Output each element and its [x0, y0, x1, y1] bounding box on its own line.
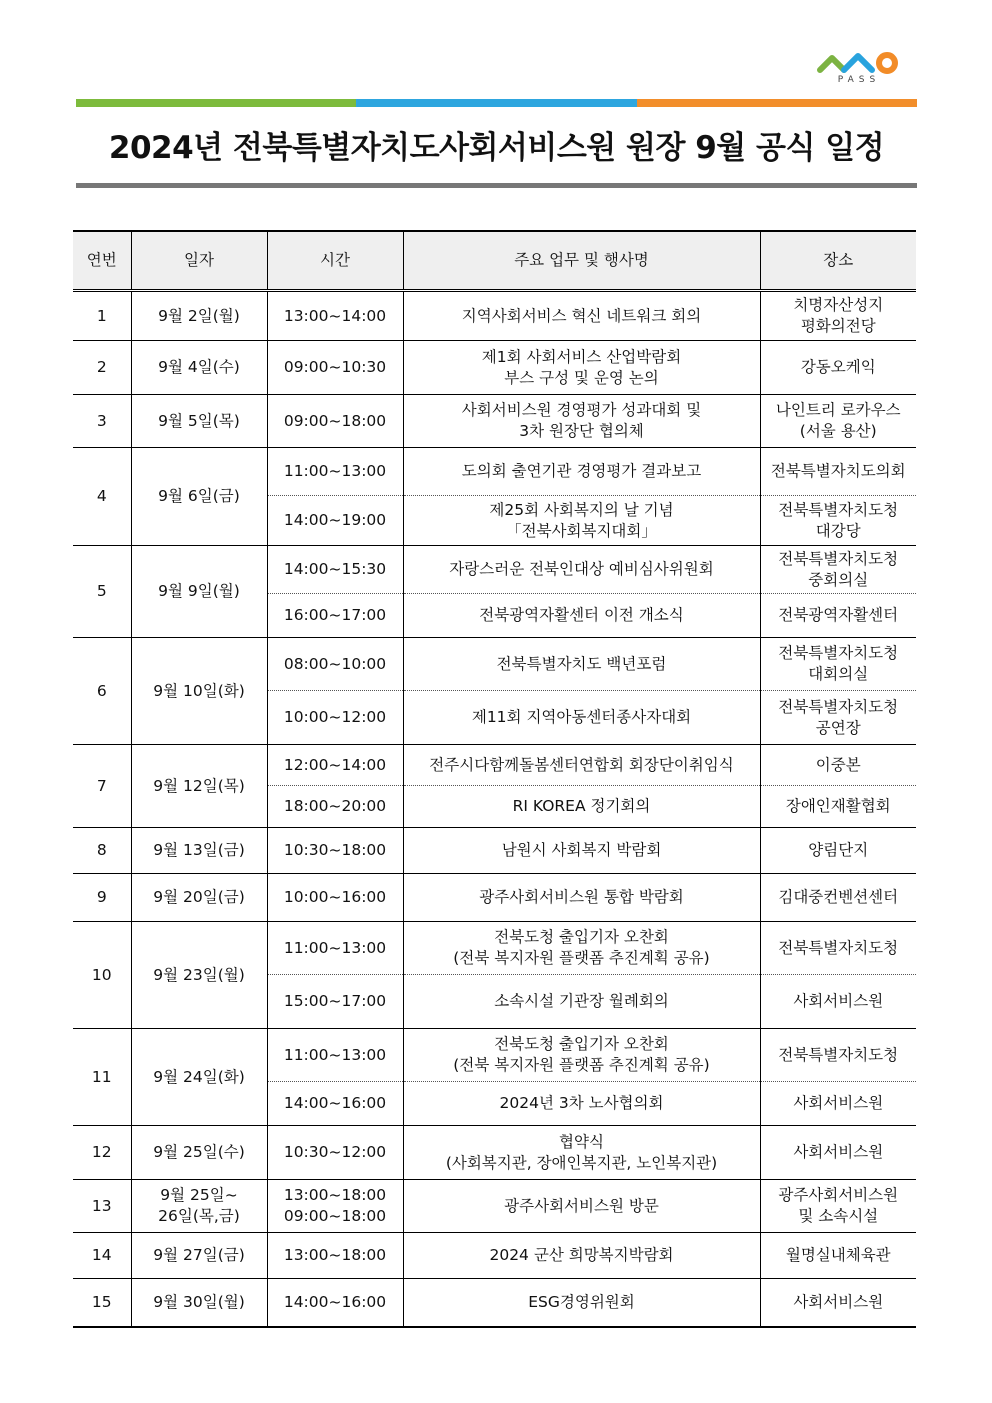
header-date: 일자	[131, 231, 267, 291]
row-time: 18:00~20:00	[267, 786, 403, 828]
row-no: 10	[73, 922, 131, 1029]
table-row	[73, 1180, 916, 1233]
row-place: 나인트리 로카우스 (서울 용산)	[760, 395, 916, 448]
row-event: 사회서비스원 경영평가 성과대회 및 3차 원장단 협의체	[403, 395, 760, 448]
row-no: 11	[73, 1029, 131, 1126]
row-time: 13:00~18:00 09:00~18:00	[267, 1180, 403, 1233]
row-place: 광주사회서비스원 및 소속시설	[760, 1180, 916, 1233]
row-no: 1	[73, 291, 131, 341]
row-place: 전북특별자치도청 대강당	[760, 496, 916, 546]
row-event: 소속시설 기관장 월례회의	[403, 975, 760, 1029]
table-row	[73, 395, 916, 448]
row-place: 월명실내체육관	[760, 1233, 916, 1279]
row-place: 전북특별자치도청	[760, 1029, 916, 1082]
table-row	[73, 448, 916, 496]
row-date: 9월 10일(화)	[131, 638, 267, 745]
header-no: 연번	[73, 231, 131, 291]
row-event: 전북광역자활센터 이전 개소식	[403, 594, 760, 638]
row-no: 14	[73, 1233, 131, 1279]
row-time: 10:30~18:00	[267, 828, 403, 874]
row-event: 제1회 사회서비스 산업박람회 부스 구성 및 운영 논의	[403, 341, 760, 395]
table-row	[73, 922, 916, 975]
logo-text: PASS	[837, 75, 881, 85]
row-time: 11:00~13:00	[267, 922, 403, 975]
row-time: 14:00~19:00	[267, 496, 403, 546]
row-time: 09:00~18:00	[267, 395, 403, 448]
row-event: 전주시다함께돌봄센터연합회 회장단이취임식	[403, 745, 760, 786]
row-place: 전북특별자치도청 중회의실	[760, 546, 916, 594]
row-place: 사회서비스원	[760, 1126, 916, 1180]
table-row	[73, 1126, 916, 1180]
row-event: 2024년 3차 노사협의회	[403, 1082, 760, 1126]
row-date: 9월 27일(금)	[131, 1233, 267, 1279]
row-date: 9월 6일(금)	[131, 448, 267, 546]
color-bar-orange	[637, 99, 917, 107]
table-row	[73, 1279, 916, 1327]
table-row	[73, 874, 916, 922]
row-event: 협약식 (사회복지관, 장애인복지관, 노인복지관)	[403, 1126, 760, 1180]
row-no: 8	[73, 828, 131, 874]
row-date: 9월 24일(화)	[131, 1029, 267, 1126]
row-time: 10:00~16:00	[267, 874, 403, 922]
table-row	[73, 1233, 916, 1279]
row-place: 전북특별자치도청 공연장	[760, 691, 916, 745]
table-row	[73, 291, 916, 341]
row-date: 9월 9일(월)	[131, 546, 267, 638]
row-date: 9월 23일(월)	[131, 922, 267, 1029]
pass-logo-icon	[812, 50, 906, 76]
row-event: 남원시 사회복지 박람회	[403, 828, 760, 874]
row-event: RI KOREA 정기회의	[403, 786, 760, 828]
row-time: 08:00~10:00	[267, 638, 403, 691]
row-place: 사회서비스원	[760, 1082, 916, 1126]
row-place: 전북특별자치도청	[760, 922, 916, 975]
header-row	[73, 231, 916, 291]
row-date: 9월 2일(월)	[131, 291, 267, 341]
table-row	[73, 341, 916, 395]
row-event: 광주사회서비스원 통합 박람회	[403, 874, 760, 922]
row-time: 15:00~17:00	[267, 975, 403, 1029]
row-event: 광주사회서비스원 방문	[403, 1180, 760, 1233]
row-place: 이중본	[760, 745, 916, 786]
row-date: 9월 4일(수)	[131, 341, 267, 395]
row-event: 전북도청 출입기자 오찬회 (전북 복지자원 플랫폼 추진계획 공유)	[403, 922, 760, 975]
row-time: 14:00~16:00	[267, 1279, 403, 1327]
row-no: 7	[73, 745, 131, 828]
row-no: 4	[73, 448, 131, 546]
table-row	[73, 1029, 916, 1082]
row-time: 14:00~15:30	[267, 546, 403, 594]
row-place: 전북광역자활센터	[760, 594, 916, 638]
row-time: 14:00~16:00	[267, 1082, 403, 1126]
row-no: 2	[73, 341, 131, 395]
row-time: 10:30~12:00	[267, 1126, 403, 1180]
row-date: 9월 20일(금)	[131, 874, 267, 922]
row-date: 9월 12일(목)	[131, 745, 267, 828]
header-time: 시간	[267, 231, 403, 291]
row-time: 10:00~12:00	[267, 691, 403, 745]
row-time: 13:00~18:00	[267, 1233, 403, 1279]
row-place: 사회서비스원	[760, 1279, 916, 1327]
pass-logo	[812, 50, 906, 90]
row-event: 제25회 사회복지의 날 기념 「전북사회복지대회」	[403, 496, 760, 546]
row-time: 16:00~17:00	[267, 594, 403, 638]
row-place: 전북특별자치도의회	[760, 448, 916, 496]
row-no: 6	[73, 638, 131, 745]
row-no: 12	[73, 1126, 131, 1180]
table-row	[73, 745, 916, 786]
page-title: 2024년 전북특별자치도사회서비스원 원장 9월 공식 일정	[108, 130, 885, 166]
row-no: 13	[73, 1180, 131, 1233]
row-event: 제11회 지역아동센터종사자대회	[403, 691, 760, 745]
title-underline	[76, 183, 917, 188]
row-event: 전북도청 출입기자 오찬회 (전북 복지자원 플랫폼 추진계획 공유)	[403, 1029, 760, 1082]
row-time: 11:00~13:00	[267, 448, 403, 496]
schedule-table	[73, 230, 916, 1328]
header-place: 장소	[760, 231, 916, 291]
row-event: 도의회 출연기관 경영평가 결과보고	[403, 448, 760, 496]
row-place: 장애인재활협회	[760, 786, 916, 828]
row-place: 김대중컨벤션센터	[760, 874, 916, 922]
color-bar-blue	[356, 99, 636, 107]
row-place: 전북특별자치도청 대회의실	[760, 638, 916, 691]
row-event: 지역사회서비스 혁신 네트워크 회의	[403, 291, 760, 341]
row-place: 양림단지	[760, 828, 916, 874]
row-time: 09:00~10:30	[267, 341, 403, 395]
row-date: 9월 13일(금)	[131, 828, 267, 874]
table-row	[73, 546, 916, 594]
row-date: 9월 5일(목)	[131, 395, 267, 448]
header-event: 주요 업무 및 행사명	[403, 231, 760, 291]
row-no: 9	[73, 874, 131, 922]
row-place: 강동오케익	[760, 341, 916, 395]
row-event: 자랑스러운 전북인대상 예비심사위원회	[403, 546, 760, 594]
row-event: ESG경영위원회	[403, 1279, 760, 1327]
row-event: 2024 군산 희망복지박람회	[403, 1233, 760, 1279]
row-place: 사회서비스원	[760, 975, 916, 1029]
row-date: 9월 25일(수)	[131, 1126, 267, 1180]
row-date: 9월 30일(월)	[131, 1279, 267, 1327]
row-place: 치명자산성지 평화의전당	[760, 291, 916, 341]
row-time: 12:00~14:00	[267, 745, 403, 786]
row-no: 5	[73, 546, 131, 638]
row-time: 13:00~14:00	[267, 291, 403, 341]
row-date: 9월 25일~ 26일(목,금)	[131, 1180, 267, 1233]
row-time: 11:00~13:00	[267, 1029, 403, 1082]
table-row	[73, 828, 916, 874]
color-bar	[76, 99, 917, 107]
row-event: 전북특별자치도 백년포럼	[403, 638, 760, 691]
row-no: 3	[73, 395, 131, 448]
color-bar-green	[76, 99, 356, 107]
row-no: 15	[73, 1279, 131, 1327]
table-row	[73, 638, 916, 691]
